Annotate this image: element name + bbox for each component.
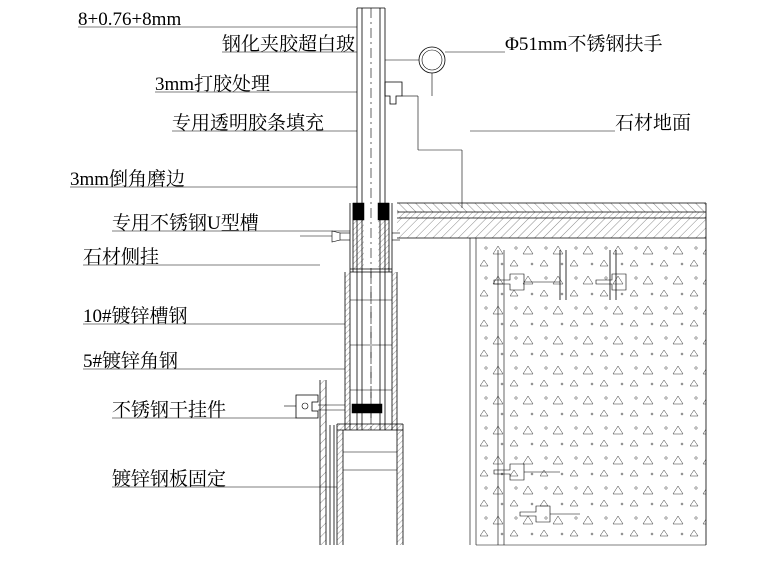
- label-angle-steel: 5#镀锌角钢: [83, 351, 179, 372]
- label-dry-hang-part: 不锈钢干挂件: [112, 400, 227, 421]
- label-u-channel: 专用不锈钢U型槽: [112, 213, 259, 234]
- label-sealant: 3mm打胶处理: [155, 74, 271, 95]
- label-glass-type: 钢化夹胶超白玻: [222, 34, 356, 55]
- label-handrail: Φ51mm不锈钢扶手: [505, 34, 663, 55]
- label-channel-steel: 10#镀锌槽钢: [83, 306, 188, 327]
- dry-hang-bracket: [284, 380, 345, 545]
- label-stone-side-hang: 石材侧挂: [83, 247, 160, 268]
- handrail-circle: [385, 47, 462, 208]
- label-chamfer: 3mm倒角磨边: [70, 169, 186, 190]
- label-steel-plate-fix: 镀锌钢板固定: [112, 469, 227, 490]
- label-stone-floor: 石材地面: [615, 113, 692, 134]
- label-filler-strip: 专用透明胶条填充: [172, 113, 325, 134]
- label-glass-spec: 8+0.76+8mm: [78, 9, 182, 30]
- u-channel-group: [300, 203, 400, 272]
- lower-box-group: [337, 404, 403, 545]
- concrete-wall-group: [476, 238, 706, 545]
